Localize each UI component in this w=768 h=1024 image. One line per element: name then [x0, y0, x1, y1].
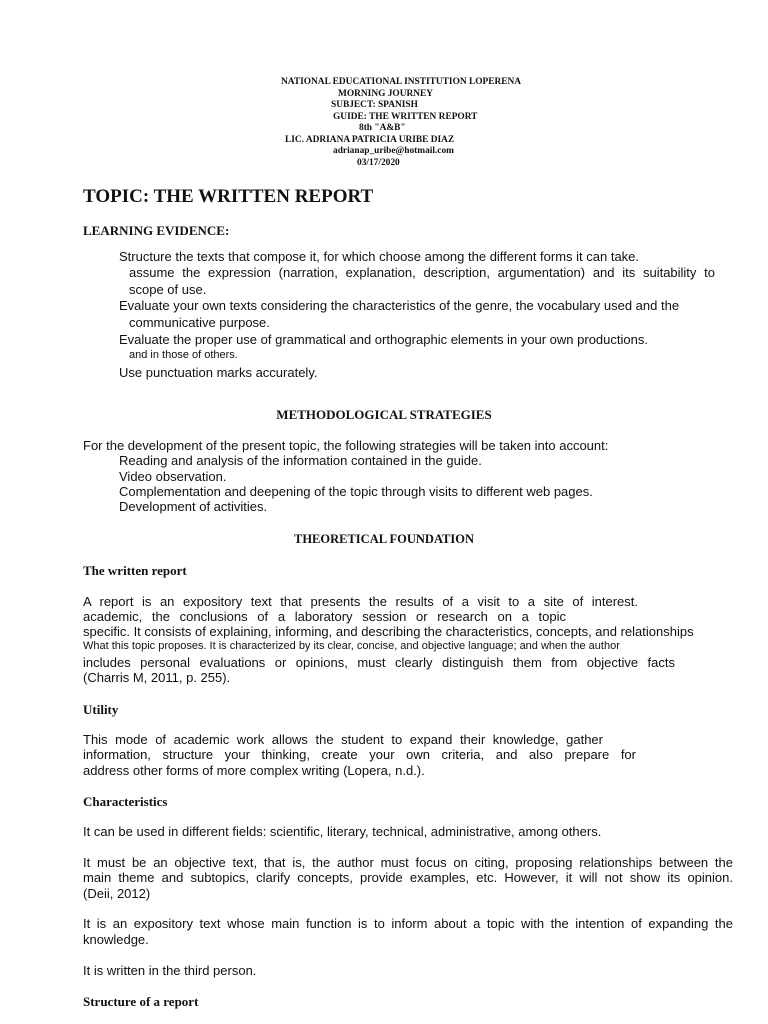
- paragraph-line: A report is an expository text that presents the results of a visit to a site of interest.: [83, 594, 638, 609]
- paragraph-line: address other forms of more complex writing (Lopera, n.d.).: [83, 763, 425, 778]
- paragraph-line: academic, the conclusions of a laboratory session or research on a topic: [83, 609, 566, 624]
- list-item-continuation: and in those of others.: [129, 349, 238, 361]
- structure-heading: Structure of a report: [83, 994, 199, 1009]
- methodological-heading: METHODOLOGICAL STRATEGIES: [276, 407, 492, 422]
- teacher-name: LIC. ADRIANA PATRICIA URIBE DIAZ: [285, 134, 455, 145]
- list-item: Use punctuation marks accurately.: [119, 365, 318, 380]
- list-item-continuation: assume the expression (narration, explanation, description, argumentation) and its suitability to: [129, 265, 715, 280]
- list-item: Evaluate your own texts considering the characteristics of the genre, the vocabulary used and the: [119, 298, 680, 313]
- paragraph-line: It is an expository text whose main function is to inform about a topic with the intention of expanding the: [83, 916, 733, 931]
- methodological-intro: For the development of the present topic, the following strategies will be taken into account:: [83, 438, 609, 453]
- paragraph-line: information, structure your thinking, create your own criteria, and also prepare for: [83, 747, 636, 762]
- list-item-continuation: communicative purpose.: [129, 315, 270, 330]
- paragraph-line: (Deii, 2012): [83, 886, 151, 901]
- list-item: Reading and analysis of the information contained in the guide.: [119, 453, 482, 468]
- list-item-continuation: scope of use.: [129, 282, 207, 297]
- theoretical-heading: THEORETICAL FOUNDATION: [293, 532, 474, 546]
- learning-evidence-heading: LEARNING EVIDENCE:: [83, 223, 230, 238]
- list-item: Evaluate the proper use of grammatical and orthographic elements in your own productions.: [119, 332, 648, 347]
- paragraph-line: This mode of academic work allows the student to expand their knowledge, gather: [83, 732, 603, 747]
- paragraph-line: It must be an objective text, that is, the author must focus on citing, proposing relationships between the: [83, 855, 733, 870]
- paragraph-line: knowledge.: [83, 932, 149, 947]
- paragraph-line: (Charris M, 2011, p. 255).: [83, 670, 231, 685]
- grade-line: 8th "A&B": [359, 123, 406, 133]
- list-item: Video observation.: [119, 469, 227, 484]
- paragraph-line: main theme and subtopics, clarify concepts, provide examples, etc. However, it will not show its opinion.: [83, 870, 733, 885]
- journey-line: MORNING JOURNEY: [338, 88, 434, 99]
- teacher-email: adrianap_uribe@hotmail.com: [333, 146, 454, 156]
- written-report-heading: The written report: [83, 563, 187, 578]
- subject-line: SUBJECT: SPANISH: [331, 100, 418, 110]
- utility-heading: Utility: [83, 702, 119, 717]
- guide-line: GUIDE: THE WRITTEN REPORT: [333, 111, 478, 122]
- document-date: 03/17/2020: [357, 157, 400, 168]
- paragraph: It is written in the third person.: [83, 963, 257, 978]
- paragraph-line: What this topic proposes. It is characterized by its clear, concise, and objective language; and when the author: [83, 640, 620, 652]
- list-item: Complementation and deepening of the topic through visits to different web pages.: [119, 484, 593, 499]
- list-item: Structure the texts that compose it, for which choose among the different forms it can take.: [119, 249, 640, 264]
- paragraph-line: specific. It consists of explaining, informing, and describing the characteristics, concepts, and relationships: [83, 624, 694, 639]
- list-item: Development of activities.: [119, 499, 268, 514]
- institution-name: NATIONAL EDUCATIONAL INSTITUTION LOPERENA: [281, 77, 522, 87]
- page-title: TOPIC: THE WRITTEN REPORT: [83, 186, 374, 207]
- paragraph: It can be used in different fields: scientific, literary, technical, administrative, among others.: [83, 824, 602, 839]
- paragraph-line: includes personal evaluations or opinions, must clearly distinguish them from objective facts: [83, 655, 675, 670]
- characteristics-heading: Characteristics: [83, 794, 168, 809]
